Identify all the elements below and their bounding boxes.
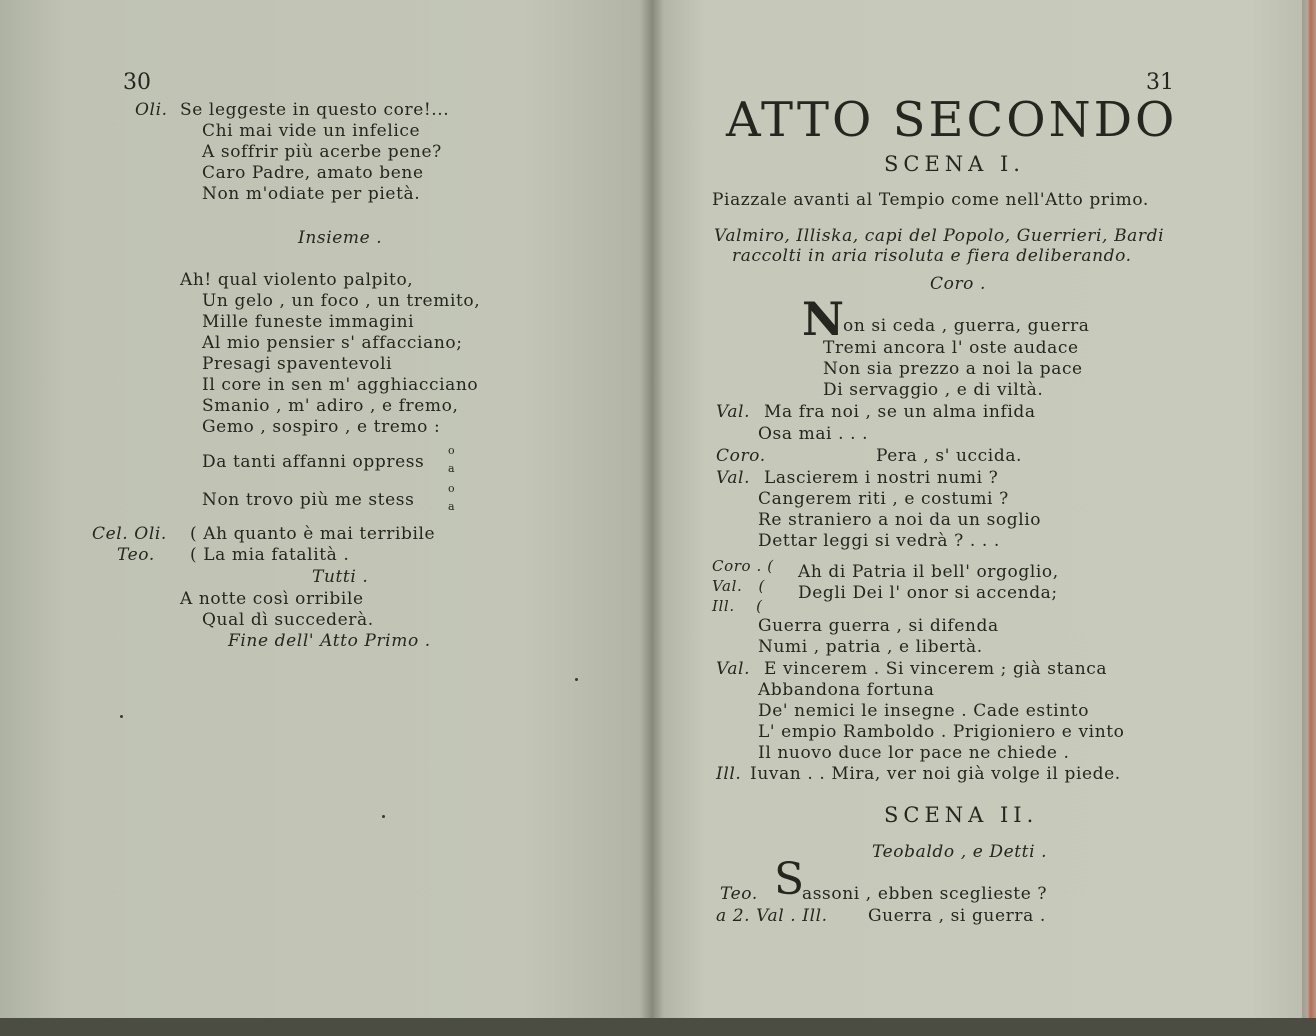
characters-line: Valmiro, Illiska, capi del Popolo, Guerrieri, Bardi [714,226,1165,246]
page-number-right: 31 [1146,70,1174,95]
teobaldo-heading: Teobaldo , e Detti . [872,842,1048,862]
right-page-edge [1302,0,1316,1036]
verse-line: Degli Dei l' onor si accenda; [798,583,1058,603]
stanza-line: Presagi spaventevoli [202,354,393,374]
coro-line: Non sia prezzo a noi la pace [823,359,1083,379]
verse-line: Osa mai . . . [758,424,869,444]
stess-line: Non trovo più me stess [202,490,415,510]
speaker-val: Val. [716,659,751,679]
sup-o: o [448,482,455,495]
act-title: ATTO SECONDO [726,92,1178,148]
verse-line: assoni , ebben sceglieste ? [802,884,1048,904]
page-number-left: 30 [123,70,151,95]
verse-line: Cangerem riti , e costumi ? [758,489,1009,509]
verse-line: Abbandona fortuna [758,680,935,700]
speck [382,815,385,818]
verse-line: Iuvan . . Mira, ver noi già volge il piede. [750,764,1121,784]
verse-line: Guerra guerra , si difenda [758,616,999,636]
fine-atto: Fine dell' Atto Primo . [228,631,431,651]
speck [120,715,123,718]
sup-o: o [448,444,455,457]
verse-line: Ah di Patria il bell' orgoglio, [798,562,1059,582]
verse-line: Non m'odiate per pietà. [202,184,421,204]
verse-line: Dettar leggi si vedrà ? . . . [758,531,1000,551]
coro-line: Tremi ancora l' oste audace [823,338,1079,358]
verse-line: Caro Padre, amato bene [202,163,424,183]
verse-line: ( La mia fatalità . [190,545,350,565]
speaker-coro: Coro. [716,446,766,466]
stanza-line: Ah! qual violento palpito, [180,270,414,290]
gutter-shadow [640,0,664,1036]
stanza-line: Al mio pensier s' affacciano; [202,333,463,353]
speaker-val: Val. [716,402,751,422]
setting-line: Piazzale avanti al Tempio come nell'Atto primo. [712,190,1149,210]
verse-line: A soffrir più acerbe pene? [202,142,442,162]
trio-speaker: Val. ( [712,577,765,595]
left-page [0,0,652,1036]
trio-speaker: Coro . ( [712,557,774,575]
oppress-line: Da tanti affanni oppress [202,452,425,472]
drop-cap-n: N [802,292,845,346]
sub-a: a [448,462,455,475]
stanza-line: Smanio , m' adiro , e fremo, [202,396,459,416]
verse-line: De' nemici le insegne . Cade estinto [758,701,1090,721]
stanza-line: Il core in sen m' agghiacciano [202,375,479,395]
drop-cap-s: S [774,854,805,905]
speaker-cel-oli: Cel. Oli. [92,524,167,544]
speaker-ill: Ill. [716,764,742,784]
trio-speaker: Ill. ( [712,597,763,615]
verse-line: Qual dì succederà. [202,610,374,630]
scene-2-heading: SCENA II. [884,803,1039,827]
verse-line: Ma fra noi , se un alma infida [764,402,1036,422]
verse-line: Pera , s' uccida. [876,446,1023,466]
speaker-oli: Oli. [135,100,168,120]
speaker-a2: a 2. Val . Ill. [716,906,828,926]
bottom-shadow [0,1018,1316,1036]
coro-line: Di servaggio , e di viltà. [823,380,1044,400]
verse-line: Se leggeste in questo core!... [180,100,450,120]
stanza-line: Gemo , sospiro , e tremo : [202,417,441,437]
verse-line: A notte così orribile [180,589,364,609]
speaker-teo: Teo. [720,884,758,904]
speaker-val: Val. [716,468,751,488]
stanza-line: Un gelo , un foco , un tremito, [202,291,481,311]
sub-a: a [448,500,455,513]
characters-line: raccolti in aria risoluta e fiera deliberando. [732,246,1132,266]
speck [575,678,578,681]
verse-line: Re straniero a noi da un soglio [758,510,1042,530]
verse-line: Lascierem i nostri numi ? [764,468,999,488]
speaker-teo: Teo. [117,545,155,565]
verse-line: Guerra , si guerra . [868,906,1046,926]
verse-line: Chi mai vide un infelice [202,121,421,141]
verse-line: Il nuovo duce lor pace ne chiede . [758,743,1070,763]
tutti-heading: Tutti . [312,567,369,587]
verse-line: ( Ah quanto è mai terribile [190,524,436,544]
coro-line: on si ceda , guerra, guerra [843,316,1090,336]
stanza-line: Mille funeste immagini [202,312,415,332]
verse-line: L' empio Ramboldo . Prigioniero e vinto [758,722,1125,742]
scene-1-heading: SCENA I. [884,152,1025,176]
insieme-heading: Insieme . [298,228,383,248]
coro-heading: Coro . [930,274,987,294]
verse-line: E vincerem . Si vincerem ; già stanca [764,659,1108,679]
verse-line: Numi , patria , e libertà. [758,637,983,657]
